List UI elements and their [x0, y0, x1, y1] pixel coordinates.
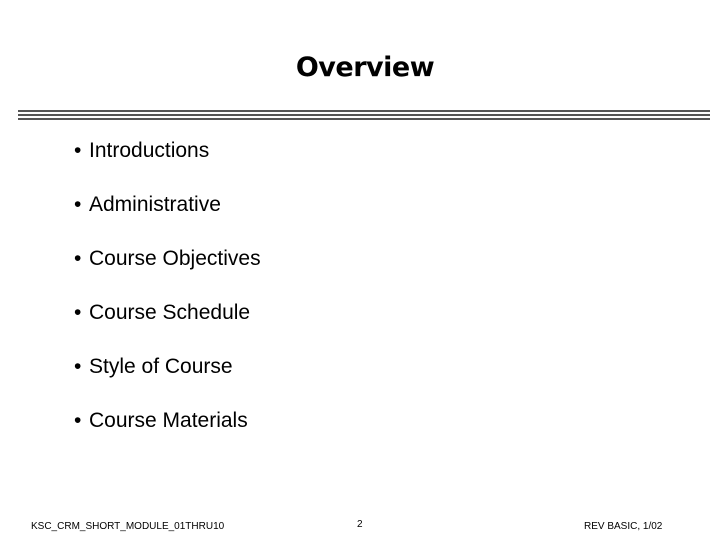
bullet-text: Course Materials [89, 409, 248, 432]
slide-title: Overview [295, 52, 435, 83]
bullet-icon: • [74, 247, 82, 270]
bullet-icon: • [74, 355, 82, 378]
footer-revision: REV BASIC, 1/02 [584, 521, 663, 532]
bullet-text: Course Schedule [89, 301, 251, 324]
bullet-icon: • [74, 139, 82, 162]
bullet-item-administrative [74, 191, 261, 219]
bullet-icon: • [74, 301, 82, 324]
bullet-list [74, 137, 261, 461]
bullet-text: Course Objectives [89, 247, 261, 270]
bullet-item-course-objectives [74, 245, 261, 273]
footer-module-id: KSC_CRM_SHORT_MODULE_01THRU10 [31, 521, 225, 532]
bullet-text: Administrative [89, 193, 221, 216]
title-underline-rule [18, 110, 710, 112]
bullet-item-course-schedule [74, 299, 261, 327]
footer-page-number: 2 [357, 519, 363, 530]
bullet-text: Style of Course [89, 355, 233, 378]
bullet-icon: • [74, 409, 82, 432]
bullet-item-introductions [74, 137, 261, 165]
bullet-item-course-materials [74, 407, 261, 435]
bullet-icon: • [74, 193, 82, 216]
bullet-item-style-of-course [74, 353, 261, 381]
title-underline-rule [18, 118, 710, 120]
bullet-text: Introductions [89, 139, 210, 162]
title-underline-rule [18, 114, 710, 116]
